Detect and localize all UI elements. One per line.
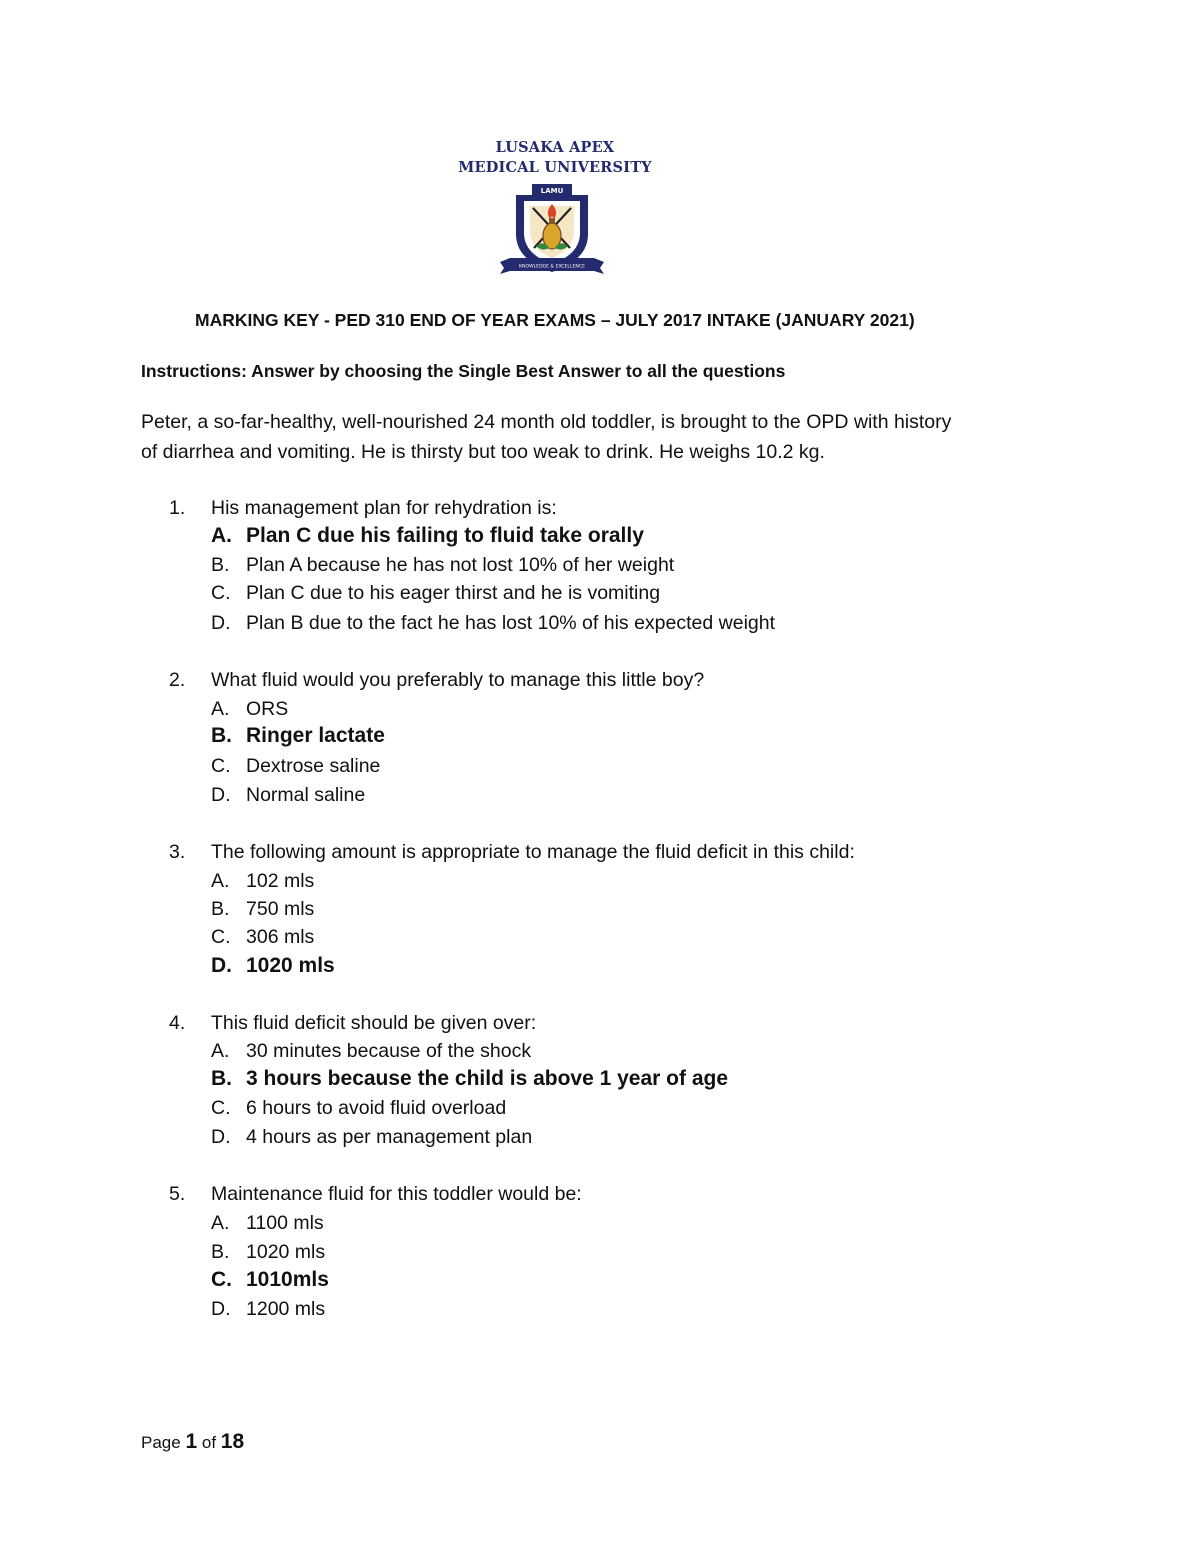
logo-text-top: LAMU xyxy=(540,187,564,195)
question-text: The following amount is appropriate to manage the fluid deficit in this child: xyxy=(211,841,855,863)
question-number: 3. xyxy=(169,841,186,863)
case-scenario-line2: of diarrhea and vomiting. He is thirsty but too weak to drink. He weighs 10.2 kg. xyxy=(141,441,825,463)
option-letter: D. xyxy=(211,1298,231,1320)
page-total: 18 xyxy=(220,1430,245,1453)
crest-icon xyxy=(496,182,608,282)
question-text: What fluid would you preferably to manage this little boy? xyxy=(211,669,705,691)
option-2c xyxy=(211,755,380,778)
question-2 xyxy=(169,669,704,692)
option-letter: A. xyxy=(211,1040,230,1062)
option-letter: C. xyxy=(211,1268,232,1291)
option-letter: C. xyxy=(211,755,231,777)
question-5 xyxy=(169,1183,582,1206)
option-letter: B. xyxy=(211,898,230,920)
option-text: Dextrose saline xyxy=(246,755,381,777)
question-number: 5. xyxy=(169,1183,186,1205)
university-name xyxy=(400,138,710,178)
option-letter: B. xyxy=(211,1241,230,1263)
option-letter: D. xyxy=(211,954,232,977)
option-letter: A. xyxy=(211,1212,230,1234)
question-4 xyxy=(169,1012,536,1035)
option-4c xyxy=(211,1097,506,1120)
option-letter: B. xyxy=(211,554,230,576)
option-1c xyxy=(211,582,660,605)
question-number: 4. xyxy=(169,1012,186,1034)
document-title: MARKING KEY - PED 310 END OF YEAR EXAMS – JULY 2017 INTAKE (JANUARY 2021) xyxy=(195,310,915,330)
question-text: His management plan for rehydration is: xyxy=(211,497,557,519)
university-name-line1: LUSAKA APEX xyxy=(495,139,615,156)
option-letter: B. xyxy=(211,724,232,747)
option-text: Ringer lactate xyxy=(246,724,385,747)
option-3c xyxy=(211,926,314,949)
option-2a xyxy=(211,698,288,721)
option-3b xyxy=(211,898,314,921)
option-letter: C. xyxy=(211,1097,231,1119)
option-text: Plan A because he has not lost 10% of her weight xyxy=(246,554,675,576)
option-text: ORS xyxy=(246,698,289,720)
question-number: 2. xyxy=(169,669,186,691)
option-5a xyxy=(211,1212,324,1235)
option-letter: D. xyxy=(211,612,231,634)
option-text: Plan B due to the fact he has lost 10% of his expected weight xyxy=(246,612,776,634)
option-letter: A. xyxy=(211,524,232,547)
page-number xyxy=(141,1430,244,1454)
instructions: Instructions: Answer by choosing the Single Best Answer to all the questions xyxy=(141,361,786,381)
case-scenario-line1: Peter, a so-far-healthy, well-nourished 24 month old toddler, is brought to the OPD with history xyxy=(141,411,952,433)
option-text: Plan C due to his eager thirst and he is vomiting xyxy=(246,582,661,604)
option-3a xyxy=(211,870,314,893)
of-label: of xyxy=(201,1433,217,1452)
option-4a xyxy=(211,1040,531,1063)
option-2d xyxy=(211,784,365,807)
option-text: 306 mls xyxy=(246,926,315,948)
option-text: Plan C due his failing to fluid take orally xyxy=(246,524,644,547)
option-letter: D. xyxy=(211,1126,231,1148)
option-text: 6 hours to avoid fluid overload xyxy=(246,1097,507,1119)
option-text: 1200 mls xyxy=(246,1298,326,1320)
option-text: 102 mls xyxy=(246,870,315,892)
option-5b xyxy=(211,1241,325,1264)
university-name-line2: MEDICAL UNIVERSITY xyxy=(458,159,652,176)
question-3 xyxy=(169,841,855,864)
option-text: 30 minutes because of the shock xyxy=(246,1040,532,1062)
option-3d xyxy=(211,954,335,978)
option-letter: A. xyxy=(211,698,230,720)
option-text: 1010mls xyxy=(246,1268,329,1291)
option-letter: C. xyxy=(211,926,231,948)
page-label: Page xyxy=(141,1433,181,1452)
question-text: Maintenance fluid for this toddler would be: xyxy=(211,1183,582,1205)
option-text: 1100 mls xyxy=(246,1212,324,1234)
option-text: 4 hours as per management plan xyxy=(246,1126,533,1148)
page-current: 1 xyxy=(185,1430,198,1453)
option-5c xyxy=(211,1268,329,1292)
option-text: 3 hours because the child is above 1 year of age xyxy=(246,1067,729,1090)
option-letter: D. xyxy=(211,784,231,806)
option-letter: A. xyxy=(211,870,230,892)
option-text: 750 mls xyxy=(246,898,315,920)
case-scenario xyxy=(141,407,1141,467)
option-1a xyxy=(211,524,644,548)
option-5d xyxy=(211,1298,325,1321)
option-2b xyxy=(211,724,385,748)
option-1d xyxy=(211,612,775,635)
option-4b xyxy=(211,1067,728,1091)
question-number: 1. xyxy=(169,497,186,519)
question-text: This fluid deficit should be given over: xyxy=(211,1012,537,1034)
option-text: 1020 mls xyxy=(246,954,335,977)
option-letter: B. xyxy=(211,1067,232,1090)
option-4d xyxy=(211,1126,532,1149)
university-logo xyxy=(496,182,608,282)
option-letter: C. xyxy=(211,582,231,604)
question-1 xyxy=(169,497,557,520)
option-text: Normal saline xyxy=(246,784,366,806)
logo-motto: KNOWLEDGE & EXCELLENCE xyxy=(519,264,585,270)
option-1b xyxy=(211,554,674,577)
option-text: 1020 mls xyxy=(246,1241,326,1263)
